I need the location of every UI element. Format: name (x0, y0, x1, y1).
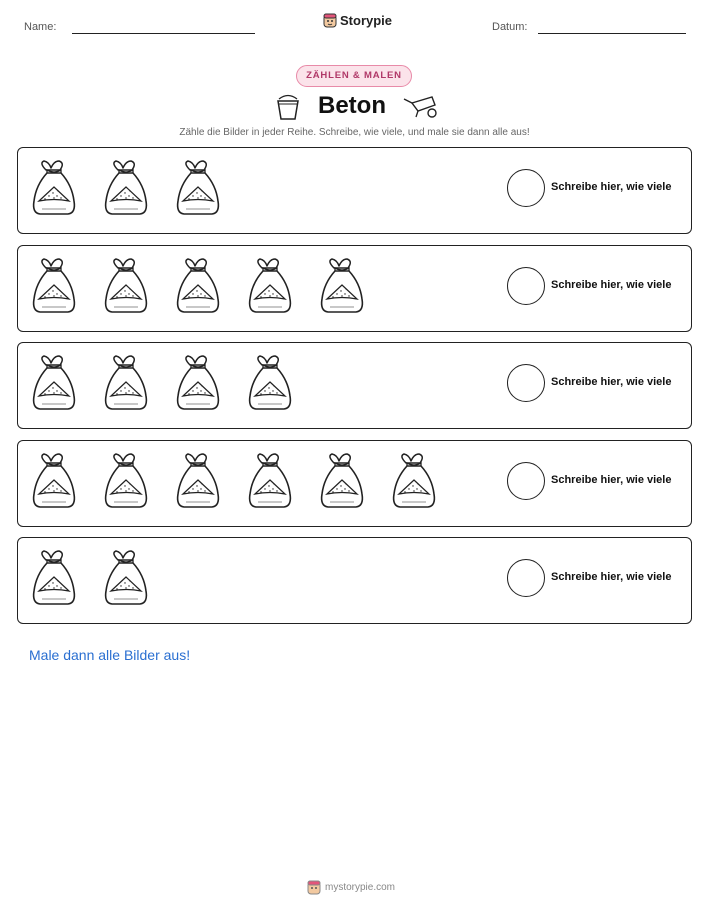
date-line[interactable] (538, 33, 686, 34)
answer-circle[interactable] (507, 267, 545, 305)
cement-bag-icon (30, 354, 78, 412)
cement-bag-icon (246, 452, 294, 510)
count-row (17, 342, 692, 429)
answer-circle[interactable] (507, 462, 545, 500)
footer-note: Male dann alle Bilder aus! (29, 647, 191, 663)
cement-bag-icon (102, 452, 150, 510)
storypie-logo-icon (307, 880, 321, 895)
cement-bag-icon (174, 354, 222, 412)
cement-bag-icon (30, 549, 78, 607)
answer-label: Schreibe hier, wie viele (551, 474, 672, 486)
wheelbarrow-icon (402, 94, 438, 120)
answer-circle[interactable] (507, 364, 545, 402)
count-row (17, 245, 692, 332)
title-row (0, 91, 709, 125)
date-label: Datum: (492, 21, 528, 33)
brand-name: Storypie (340, 13, 393, 28)
cement-bag-icon (30, 257, 78, 315)
cement-bag-icon (318, 452, 366, 510)
category-badge: ZÄHLEN & MALEN (296, 65, 412, 87)
answer-circle[interactable] (507, 169, 545, 207)
cement-bag-icon (102, 257, 150, 315)
name-line[interactable] (72, 33, 255, 34)
cement-bag-icon (390, 452, 438, 510)
count-row (17, 537, 692, 624)
answer-label: Schreibe hier, wie viele (551, 181, 672, 193)
name-label: Name: (24, 21, 57, 33)
instruction-text: Zähle die Bilder in jeder Reihe. Schreibe, wie viele, und male sie dann alle aus! (179, 127, 530, 138)
answer-circle[interactable] (507, 559, 545, 597)
cement-bag-icon (318, 257, 366, 315)
cement-bag-icon (174, 452, 222, 510)
cement-bag-icon (30, 159, 78, 217)
count-row (17, 147, 692, 234)
cement-bag-icon (30, 452, 78, 510)
cement-bag-icon (102, 159, 150, 217)
answer-label: Schreibe hier, wie viele (551, 376, 672, 388)
answer-label: Schreibe hier, wie viele (551, 571, 672, 583)
page-title: Beton (318, 92, 386, 119)
cement-bag-icon (102, 354, 150, 412)
cement-bag-icon (246, 257, 294, 315)
count-row (17, 440, 692, 527)
footer (307, 880, 395, 895)
bucket-icon (276, 93, 300, 121)
storypie-logo-icon (323, 13, 337, 28)
cement-bag-icon (174, 257, 222, 315)
cement-bag-icon (174, 159, 222, 217)
brand (323, 13, 392, 28)
footer-site: mystorypie.com (325, 882, 396, 893)
cement-bag-icon (102, 549, 150, 607)
cement-bag-icon (246, 354, 294, 412)
answer-label: Schreibe hier, wie viele (551, 279, 672, 291)
